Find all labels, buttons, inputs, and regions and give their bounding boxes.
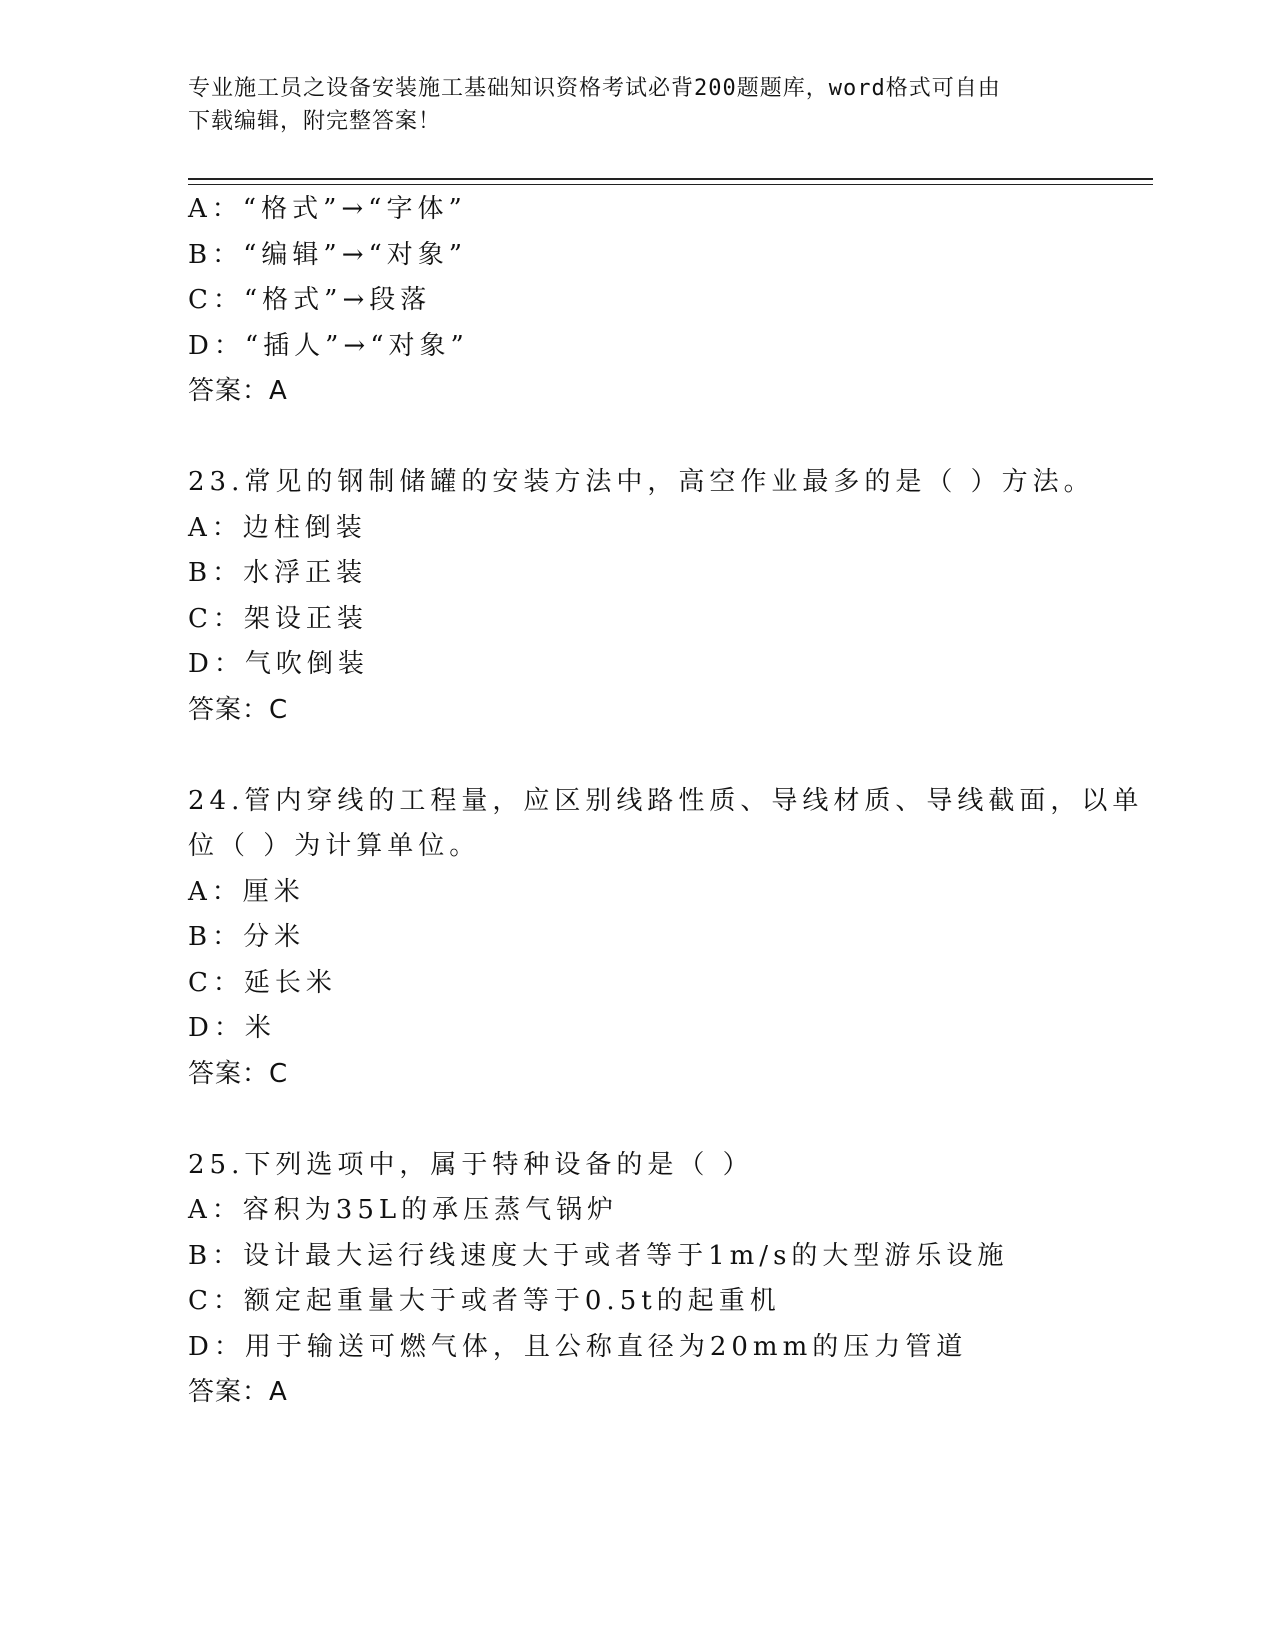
- question-stem: 23.常见的钢制储罐的安装方法中，高空作业最多的是（ ）方法。: [188, 467, 1095, 497]
- option-a: A：边柱倒装: [188, 512, 367, 543]
- question-stem-continued: 位（ ）为计算单位。: [188, 831, 481, 861]
- option-b: B：“编辑”→“对象”: [188, 239, 468, 270]
- header-divider-thick: [188, 178, 1153, 180]
- option-d: D：用于输送可燃气体，且公称直径为20mm的压力管道: [188, 1331, 968, 1362]
- question-list: [188, 187, 1144, 1416]
- answer: 答案：C: [188, 694, 289, 725]
- option-b: B：设计最大运行线速度大于或者等于1m/s的大型游乐设施: [188, 1240, 1009, 1271]
- option-d: D：“插人”→“对象”: [188, 330, 469, 361]
- answer: 答案：A: [188, 376, 288, 406]
- option-d: D：气吹倒装: [188, 649, 369, 679]
- option-a: A：“格式”→“字体”: [188, 194, 467, 224]
- header-line-2: 下载编辑，附完整答案！: [188, 109, 442, 134]
- spacer: [188, 733, 1088, 779]
- option-a: A：容积为35L的承压蒸气锅炉: [188, 1195, 619, 1225]
- question-22-partial: [188, 187, 1088, 415]
- option-c: C：“格式”→段落: [188, 285, 432, 315]
- option-c: C：额定起重量大于或者等于0.5t的起重机: [188, 1286, 781, 1316]
- option-c: C：架设正装: [188, 603, 368, 634]
- question-23: [188, 460, 1095, 733]
- question-stem: 25.下列选项中，属于特种设备的是（ ）: [188, 1149, 754, 1180]
- header-line-1: 专业施工员之设备安装施工基础知识资格考试必背200题题库，word格式可自由: [188, 76, 1001, 101]
- option-c: C：延长米: [188, 967, 337, 998]
- option-d: D：米: [188, 1013, 276, 1043]
- question-stem: 24.管内穿线的工程量，应区别线路性质、导线材质、导线截面，以单: [188, 785, 1144, 816]
- option-b: B：分米: [188, 922, 306, 952]
- document-header: [188, 72, 1068, 138]
- answer: 答案：C: [188, 1058, 289, 1089]
- spacer: [188, 1097, 1088, 1143]
- question-25: [188, 1143, 1088, 1416]
- answer: 答案：A: [188, 1377, 288, 1407]
- option-b: B：水浮正装: [188, 558, 368, 588]
- spacer: [188, 415, 1088, 461]
- option-a: A：厘米: [188, 876, 305, 907]
- question-24: [188, 779, 1144, 1098]
- header-divider-thin: [188, 184, 1153, 185]
